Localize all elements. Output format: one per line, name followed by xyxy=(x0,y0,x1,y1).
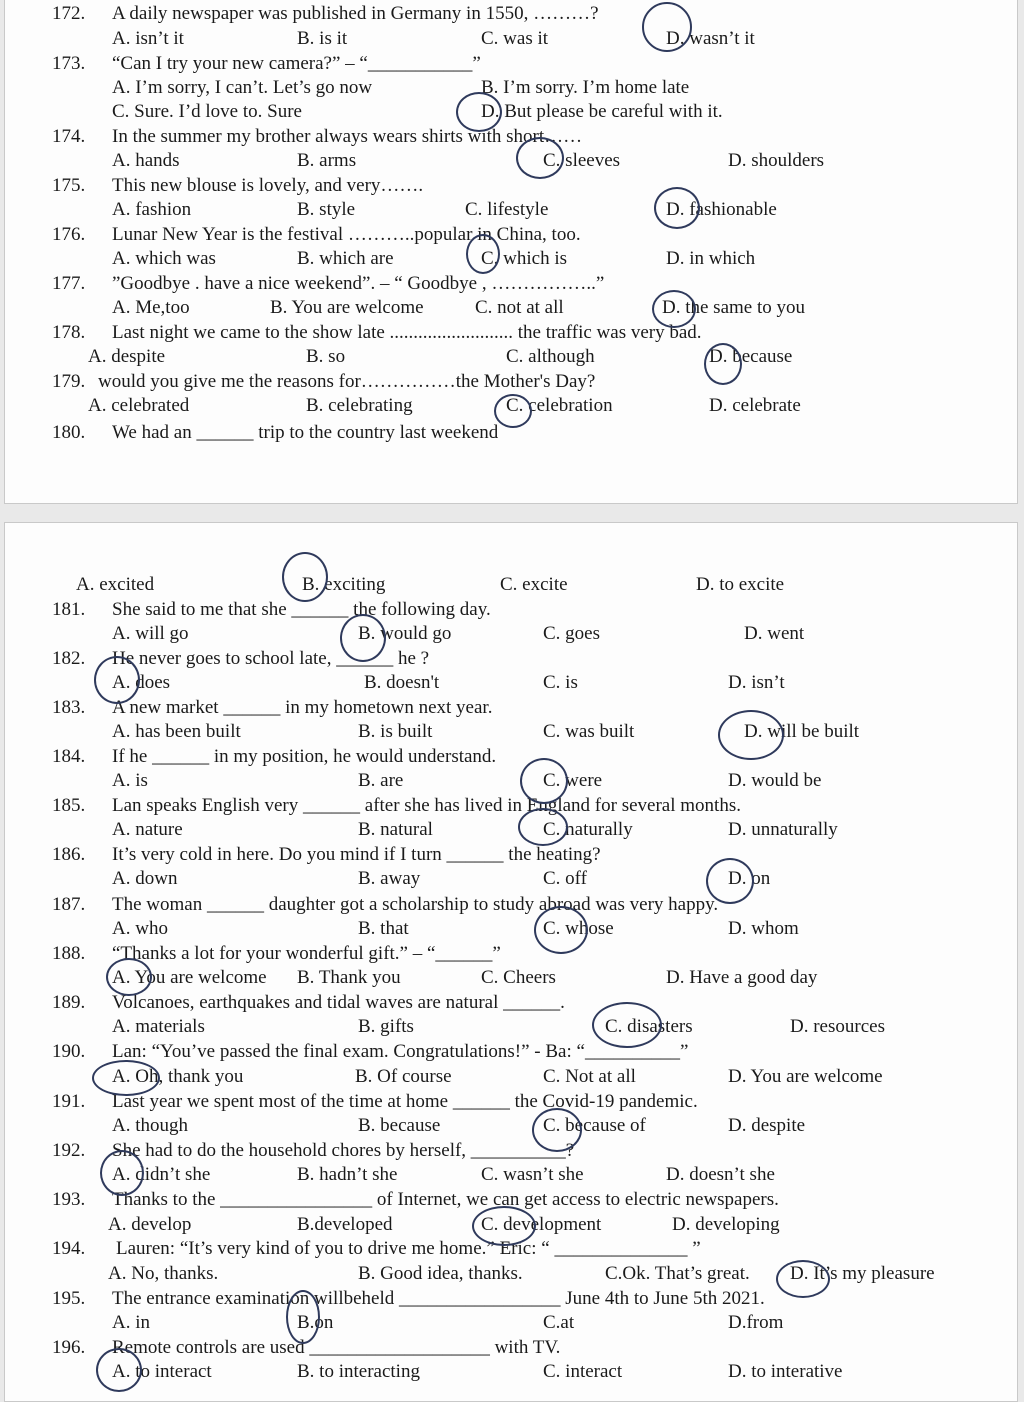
option-a[interactable]: A. which was xyxy=(112,248,216,269)
option-c[interactable]: C. celebration xyxy=(506,395,613,416)
question-text: Lunar New Year is the festival ………..popular in China, too. xyxy=(112,224,581,245)
options-line xyxy=(0,248,1024,272)
question-stem-line xyxy=(0,1238,1024,1262)
option-a[interactable]: A. excited xyxy=(76,574,155,595)
option-a[interactable]: A. though xyxy=(112,1115,188,1136)
option-b[interactable]: B. hadn’t she xyxy=(297,1164,398,1185)
options-line xyxy=(0,1066,1024,1090)
option-c[interactable]: C. Not at all xyxy=(543,1066,636,1087)
options-line xyxy=(0,1164,1024,1188)
question-text: Lan: “You’ve passed the final exam. Congratulations!” - Ba: “__________” xyxy=(112,1041,689,1062)
option-d[interactable]: D. would be xyxy=(728,770,822,791)
option-a[interactable]: A. who xyxy=(112,918,168,939)
option-b[interactable]: B. so xyxy=(306,346,346,367)
option-a[interactable]: A. fashion xyxy=(112,199,192,220)
option-c[interactable]: C.at xyxy=(543,1312,575,1333)
question-number: 190. xyxy=(52,1041,86,1062)
question-stem-line xyxy=(0,3,1024,27)
question-stem-line xyxy=(0,992,1024,1016)
question-stem-line xyxy=(0,224,1024,248)
options-line xyxy=(0,28,1024,52)
option-a[interactable]: A. Oh, thank you xyxy=(112,1066,244,1087)
question-number: 194. xyxy=(52,1238,86,1259)
option-b[interactable]: B. natural xyxy=(358,819,433,840)
options-line xyxy=(0,1016,1024,1040)
question-text: “Thanks a lot for your wonderful gift.” – “______” xyxy=(112,943,501,964)
question-number: 172. xyxy=(52,3,86,24)
question-text: Remote controls are used ___________________ with TV. xyxy=(112,1337,561,1358)
question-text: She said to me that she ______ the following day. xyxy=(112,599,491,620)
option-d[interactable]: D.from xyxy=(728,1312,784,1333)
options-line xyxy=(0,101,1024,125)
question-stem-line xyxy=(0,795,1024,819)
option-a[interactable]: A. Me,too xyxy=(112,297,190,318)
option-b[interactable]: B. to interacting xyxy=(297,1361,420,1382)
option-c[interactable]: C. whose xyxy=(543,918,614,939)
question-number: 196. xyxy=(52,1337,86,1358)
question-stem-line xyxy=(0,1140,1024,1164)
option-c[interactable]: C. although xyxy=(506,346,595,367)
question-text: The woman ______ daughter got a scholarship to study abroad was very happy. xyxy=(112,894,719,915)
question-stem-line xyxy=(0,1337,1024,1361)
option-b[interactable]: B.on xyxy=(297,1312,334,1333)
option-c[interactable]: C. wasn’t she xyxy=(481,1164,584,1185)
option-b[interactable]: B. Thank you xyxy=(297,967,401,988)
options-line xyxy=(0,967,1024,991)
option-c[interactable]: C. disasters xyxy=(605,1016,693,1037)
options-line xyxy=(0,574,1024,598)
question-text: ”Goodbye . have a nice weekend”. – “ Goodbye , ……………..” xyxy=(112,273,605,294)
option-d[interactable]: D. because xyxy=(709,346,793,367)
question-stem-line xyxy=(0,894,1024,918)
question-number: 188. xyxy=(52,943,86,964)
option-a[interactable]: A. You are welcome xyxy=(112,967,267,988)
question-number: 173. xyxy=(52,53,86,74)
option-a[interactable]: A. in xyxy=(112,1312,150,1333)
question-text: Volcanoes, earthquakes and tidal waves are natural ______. xyxy=(112,992,565,1013)
option-c[interactable]: C. development xyxy=(481,1214,602,1235)
options-line xyxy=(0,918,1024,942)
question-text: would you give me the reasons for……………the Mother's Day? xyxy=(98,371,596,392)
option-b[interactable]: B. because xyxy=(358,1115,441,1136)
options-line xyxy=(0,623,1024,647)
question-text: If he ______ in my position, he would understand. xyxy=(112,746,497,767)
option-c[interactable]: C. off xyxy=(543,868,587,889)
option-c[interactable]: C. Sure. I’d love to. Sure xyxy=(112,101,302,122)
option-d[interactable]: D. to interative xyxy=(728,1361,843,1382)
option-b[interactable]: B. is built xyxy=(358,721,433,742)
question-number: 191. xyxy=(52,1091,86,1112)
option-c[interactable]: C. was it xyxy=(481,28,549,49)
option-b[interactable]: B. exciting xyxy=(302,574,386,595)
option-b[interactable]: B. are xyxy=(358,770,404,791)
option-b[interactable]: B. gifts xyxy=(358,1016,414,1037)
option-a[interactable]: A. to interact xyxy=(112,1361,212,1382)
question-number: 189. xyxy=(52,992,86,1013)
option-d[interactable]: D. to excite xyxy=(696,574,785,595)
question-stem-line xyxy=(0,648,1024,672)
option-b[interactable]: B. which are xyxy=(297,248,394,269)
question-stem-line xyxy=(0,322,1024,346)
question-text: It’s very cold in here. Do you mind if I turn ______ the heating? xyxy=(112,844,601,865)
options-line xyxy=(0,150,1024,174)
option-c[interactable]: C. interact xyxy=(543,1361,623,1382)
question-stem-line xyxy=(0,1041,1024,1065)
option-a[interactable]: A. didn’t she xyxy=(112,1164,211,1185)
question-text: Last night we came to the show late .......................... the traffic was very bad. xyxy=(112,322,702,343)
options-line xyxy=(0,672,1024,696)
option-b[interactable]: B. You are welcome xyxy=(270,297,424,318)
question-stem-line xyxy=(0,943,1024,967)
option-b[interactable]: B. I’m sorry. I’m home late xyxy=(481,77,690,98)
question-number: 192. xyxy=(52,1140,86,1161)
option-b[interactable]: B. away xyxy=(358,868,421,889)
option-c[interactable]: C. excite xyxy=(500,574,568,595)
option-c[interactable]: C. naturally xyxy=(543,819,633,840)
question-stem-line xyxy=(0,175,1024,199)
question-text: Lauren: “It’s very kind of you to drive me home.” Eric: “ ______________ ” xyxy=(116,1238,701,1259)
option-c[interactable]: C. Cheers xyxy=(481,967,556,988)
option-c[interactable]: C. goes xyxy=(543,623,600,644)
option-c[interactable]: C. which is xyxy=(481,248,568,269)
option-a[interactable]: A. No, thanks. xyxy=(108,1263,219,1284)
question-text: He never goes to school late, ______ he ? xyxy=(112,648,430,669)
options-line xyxy=(0,1263,1024,1287)
option-a[interactable]: A. develop xyxy=(108,1214,192,1235)
option-b[interactable]: B. arms xyxy=(297,150,357,171)
question-stem-line xyxy=(0,697,1024,721)
option-d[interactable]: D. despite xyxy=(728,1115,806,1136)
option-d[interactable]: D. will be built xyxy=(744,721,860,742)
question-stem-line xyxy=(0,126,1024,150)
options-line xyxy=(0,868,1024,892)
question-stem-line xyxy=(0,746,1024,770)
options-line xyxy=(0,1312,1024,1336)
option-a[interactable]: A. celebrated xyxy=(88,395,190,416)
option-b[interactable]: B. that xyxy=(358,918,409,939)
question-text: This new blouse is lovely, and very……. xyxy=(112,175,424,196)
question-text: She had to do the household chores by herself, __________? xyxy=(112,1140,575,1161)
question-stem-line xyxy=(0,273,1024,297)
question-stem-line xyxy=(0,1288,1024,1312)
question-text: A daily newspaper was published in Germany in 1550, ………? xyxy=(112,3,599,24)
question-number: 174. xyxy=(52,126,86,147)
option-c[interactable]: C. sleeves xyxy=(543,150,621,171)
question-number: 181. xyxy=(52,599,86,620)
option-c[interactable]: C. were xyxy=(543,770,603,791)
option-d[interactable]: D. whom xyxy=(728,918,799,939)
options-line xyxy=(0,297,1024,321)
question-stem-line xyxy=(0,1091,1024,1115)
option-a[interactable]: A. down xyxy=(112,868,178,889)
question-number: 186. xyxy=(52,844,86,865)
option-a[interactable]: A. isn’t it xyxy=(112,28,184,49)
option-b[interactable]: B. is it xyxy=(297,28,348,49)
option-c[interactable]: C. not at all xyxy=(475,297,564,318)
option-d[interactable]: D. shoulders xyxy=(728,150,825,171)
option-d[interactable]: D. resources xyxy=(790,1016,885,1037)
question-stem-line xyxy=(0,1189,1024,1213)
option-c[interactable]: C. lifestyle xyxy=(465,199,549,220)
question-number: 193. xyxy=(52,1189,86,1210)
option-c[interactable]: C. is xyxy=(543,672,578,693)
question-stem-line xyxy=(0,371,1024,395)
option-a[interactable]: A. I’m sorry, I can’t. Let’s go now xyxy=(112,77,373,98)
option-b[interactable]: B.developed xyxy=(297,1214,393,1235)
options-line xyxy=(0,1115,1024,1139)
option-a[interactable]: A. has been built xyxy=(112,721,241,742)
question-stem-line xyxy=(0,599,1024,623)
question-number: 183. xyxy=(52,697,86,718)
option-d[interactable]: D. celebrate xyxy=(709,395,801,416)
option-a[interactable]: A. does xyxy=(112,672,171,693)
question-number: 184. xyxy=(52,746,86,767)
option-a[interactable]: A. is xyxy=(112,770,148,791)
option-d[interactable]: D. It’s my pleasure xyxy=(790,1263,935,1284)
question-number: 187. xyxy=(52,894,86,915)
question-number: 178. xyxy=(52,322,86,343)
question-number: 182. xyxy=(52,648,86,669)
option-d[interactable]: D. You are welcome xyxy=(728,1066,883,1087)
question-text: Lan speaks English very ______ after she has lived in England for several months. xyxy=(112,795,741,816)
options-line xyxy=(0,199,1024,223)
option-b[interactable]: B. style xyxy=(297,199,356,220)
option-c[interactable]: C.Ok. That’s great. xyxy=(605,1263,750,1284)
option-a[interactable]: A. despite xyxy=(88,346,166,367)
option-c[interactable]: C. was built xyxy=(543,721,635,742)
options-line xyxy=(0,1361,1024,1385)
question-number: 176. xyxy=(52,224,86,245)
question-text: We had an ______ trip to the country last weekend xyxy=(112,422,499,443)
option-d[interactable]: D. unnaturally xyxy=(728,819,838,840)
option-b[interactable]: B. doesn't xyxy=(364,672,440,693)
option-d[interactable]: D. developing xyxy=(672,1214,780,1235)
question-stem-line xyxy=(0,844,1024,868)
option-d[interactable]: D. wasn’t it xyxy=(666,28,755,49)
option-a[interactable]: A. nature xyxy=(112,819,183,840)
option-d[interactable]: D. the same to you xyxy=(662,297,806,318)
question-stem-line xyxy=(0,53,1024,77)
option-a[interactable]: A. hands xyxy=(112,150,180,171)
question-number: 177. xyxy=(52,273,86,294)
options-line xyxy=(0,770,1024,794)
option-d[interactable]: D. doesn’t she xyxy=(666,1164,775,1185)
options-line xyxy=(0,346,1024,370)
options-line xyxy=(0,77,1024,101)
question-text: Last year we spent most of the time at home ______ the Covid-19 pandemic. xyxy=(112,1091,698,1112)
question-text: “Can I try your new camera?” – “___________” xyxy=(112,53,481,74)
option-b[interactable]: B. Good idea, thanks. xyxy=(358,1263,523,1284)
option-d[interactable]: D. in which xyxy=(666,248,756,269)
option-b[interactable]: B. would go xyxy=(358,623,452,644)
option-b[interactable]: B. celebrating xyxy=(306,395,413,416)
question-text: The entrance examination willbeheld _________________ June 4th to June 5th 2021. xyxy=(112,1288,765,1309)
option-a[interactable]: A. materials xyxy=(112,1016,205,1037)
option-a[interactable]: A. will go xyxy=(112,623,189,644)
option-c[interactable]: C. because of xyxy=(543,1115,646,1136)
question-text: Thanks to the ________________ of Internet, we can get access to electric newspapers. xyxy=(112,1189,779,1210)
options-line xyxy=(0,819,1024,843)
option-d[interactable]: D. But please be careful with it. xyxy=(481,101,723,122)
question-number: 175. xyxy=(52,175,86,196)
option-d[interactable]: D. isn’t xyxy=(728,672,785,693)
question-number: 180. xyxy=(52,422,86,443)
question-number: 185. xyxy=(52,795,86,816)
question-stem-line xyxy=(0,422,1024,446)
option-d[interactable]: D. fashionable xyxy=(666,199,777,220)
option-d[interactable]: D. Have a good day xyxy=(666,967,818,988)
options-line xyxy=(0,721,1024,745)
question-number: 179. xyxy=(52,371,86,392)
option-d[interactable]: D. went xyxy=(744,623,805,644)
option-b[interactable]: B. Of course xyxy=(355,1066,452,1087)
options-line xyxy=(0,395,1024,419)
options-line xyxy=(0,1214,1024,1238)
question-text: A new market ______ in my hometown next year. xyxy=(112,697,493,718)
option-d[interactable]: D. on xyxy=(728,868,771,889)
question-text: In the summer my brother always wears shirts with short…… xyxy=(112,126,583,147)
question-number: 195. xyxy=(52,1288,86,1309)
